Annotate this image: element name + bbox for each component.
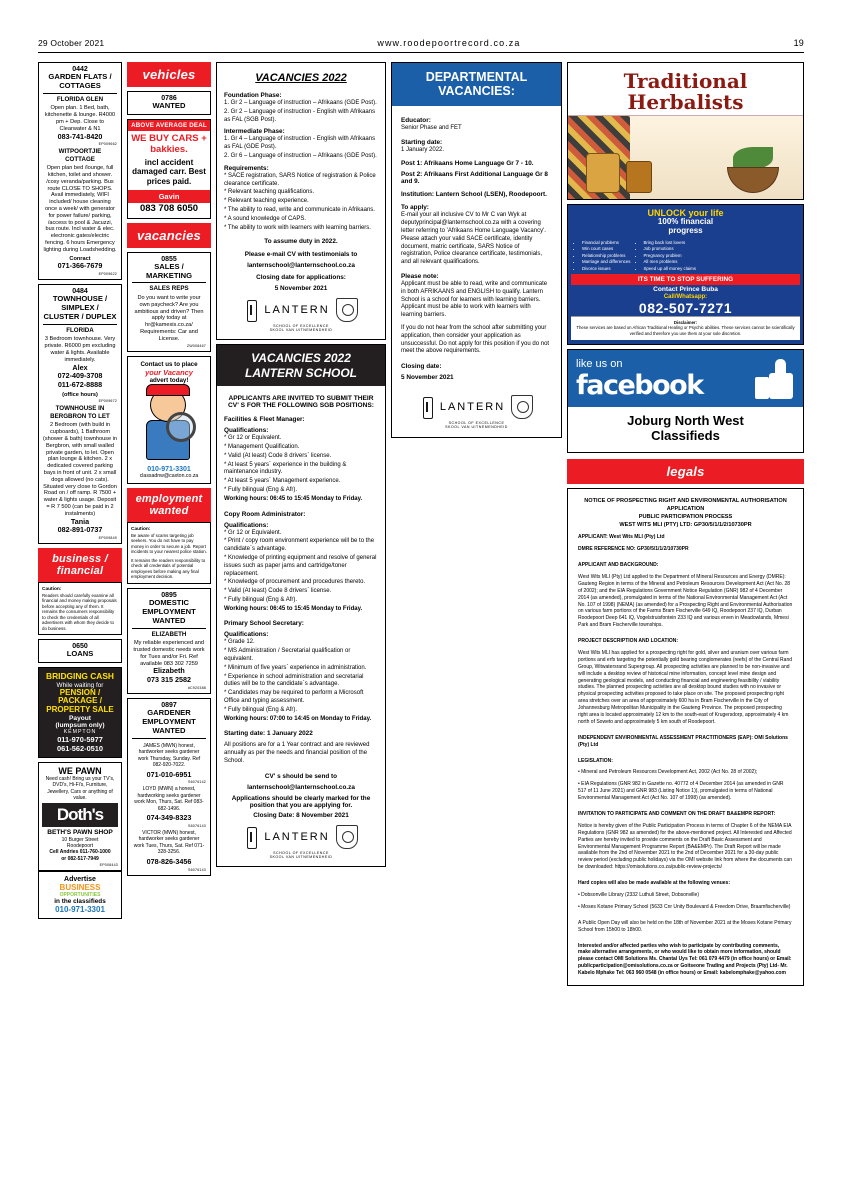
ad-phone: 072-409-3708	[57, 371, 103, 381]
ad-unlock-your-life	[567, 204, 804, 345]
please-note-text: Applicant must be able to read, write and communicate in both AFRIKAANS and ENGLISH to qualify. Lantern School is a school for learners with learning barriers. Applicant must be able to work with learners with learning barriers.	[401, 280, 548, 319]
legal-heading-1: NOTICE OF PROSPECTING RIGHT AND ENVIRONMENTAL AUTHORISATION APPLICATION	[584, 497, 787, 512]
contract-note: All positions are for a 1 Year contract and are reviewed annually as per the needs and financial position of the School.	[224, 742, 370, 765]
job2-item: * Fully bilingual (Eng & Afr).	[224, 596, 298, 603]
caution-title: Caution:	[131, 526, 151, 532]
ad-suburb-2: TOWNHOUSE IN BERGBRON TO LET	[50, 405, 110, 420]
job2-item: * Knowledge of procurement and procedures thereto.	[224, 579, 366, 586]
ad-departmental-vacancies	[391, 62, 562, 438]
service-item: • Bring back lost lovers	[644, 240, 696, 246]
promo-line-4: in the classifieds	[54, 897, 106, 905]
job3-item: * Candidates may be required to perform a Microsoft Office and typing assessment.	[224, 690, 364, 705]
starting-date-label: Starting date:	[401, 138, 443, 146]
place-ad-phone[interactable]: 010-971-3301	[147, 465, 191, 473]
place-ad-line-2: your Vacancy	[145, 367, 193, 377]
facebook-page-name	[568, 407, 803, 452]
pawn-reference: EP008443	[99, 862, 118, 867]
lantern-vacancies-title: VACANCIES 2022	[251, 351, 351, 366]
ad-contact-name-2: Tania	[70, 516, 90, 526]
ad-place-vacancy[interactable]	[127, 356, 211, 484]
requirement-item: * Relevant teaching experience.	[224, 198, 309, 205]
unlock-whatsapp-label: Call/Whatsapp:	[663, 293, 708, 300]
website-url: www.roodepoortrecord.co.za	[377, 38, 521, 48]
pawn-shop-name: BETH'S PAWN SHOP	[47, 829, 113, 836]
send-cv-note: Applications should be clearly marked for the position that you are applying for.	[231, 794, 371, 809]
ad-gardener-employment	[127, 698, 211, 876]
closing-date-label: Closing date:	[401, 363, 442, 371]
ad-code: 0650	[72, 643, 88, 651]
job-title-facilities: Facilities & Fleet Manager:	[224, 416, 305, 424]
ad-phone: 083-741-8420	[57, 131, 103, 141]
facebook-like-label: like us on	[576, 357, 623, 370]
promo-line-2: BUSINESS	[59, 882, 101, 892]
legal-notice	[567, 488, 804, 986]
legal-dmre-ref: DMRE REFERENCE NO: GP30/5/1/1/2/10730PR	[578, 546, 689, 553]
legal-legislation-title: LEGISLATION:	[578, 757, 613, 764]
lantern-logo-text: LANTERN	[439, 401, 506, 414]
herbalist-illustration	[568, 115, 803, 199]
requirement-item: * Relevant teaching qualifications.	[224, 189, 315, 196]
pawn-logo: Doth's	[42, 803, 118, 827]
legal-contact-text: Interested and/or affected parties who wish to participate by contributing comments, make alternative arrangements, or who would like to obtain more information, should please contact OMI Solutions Ms. Chantal Uys Tel: 061 079 4479 (in office hours) or Email: publicparticipation@omisolutions.co.za or Goitseone Trading and Projects (Pty) Ltd- Mr. Kabelo Mphake Tel: 063 960 0548 (in office hours) or Email: kabelomphake@yahoo.com	[578, 942, 792, 977]
legal-open-day: A Public Open Day will also be held on the 18th of November 2021 at the Moses Kotane Primary School from 15h00 to 18h00.	[578, 919, 792, 933]
ad-heading: WANTED	[152, 101, 186, 110]
educator-phase: Senior Phase and FET	[401, 124, 462, 131]
column-2	[127, 62, 211, 880]
service-item: • Relationship problems	[582, 253, 631, 259]
disclaimer-title: Disclaimer:	[673, 319, 698, 325]
institution: Institution: Lantern School (LSEN), Roodepoort.	[401, 191, 547, 199]
unlock-line-3: progress	[668, 226, 703, 236]
place-ad-email[interactable]: classadnw@caxton.co.za	[139, 472, 199, 479]
gardener-phone: 074-349-8323	[146, 813, 192, 823]
closing-date-2: Closing Date: 8 November 2021	[253, 811, 349, 819]
job3-item: * Fully bilingual (Eng & Afr).	[224, 706, 298, 713]
job1-item: * Management Qualification.	[224, 443, 300, 450]
job1-item: * At least 5 years` Management experience.	[224, 478, 341, 485]
departmental-title-2: VACANCIES:	[438, 84, 515, 99]
column-3	[216, 62, 386, 871]
caution-title: Caution:	[42, 586, 62, 592]
facebook-banner	[568, 350, 803, 407]
issue-date: 29 October 2021	[38, 38, 105, 48]
buycars-detail: incl accident damaged carr. Best prices paid.	[132, 157, 206, 186]
job2-hours: Working hours: 06:45 to 15:45 Monday to Friday.	[224, 605, 363, 612]
departmental-title-1: DEPARTMENTAL	[425, 70, 528, 84]
facebook-page-line-2: Classifieds	[651, 428, 720, 444]
bridging-phone-1: 011-970-5977	[57, 735, 103, 744]
school-crest-icon	[336, 298, 358, 322]
gardener-entry: LOYD (MWN) a honest, hardworking seeks gardener work Mon, Thurs, Sat. Ref 083-682-1496.	[134, 786, 204, 812]
divider	[132, 282, 206, 283]
ad-vacancies-lantern-school	[216, 344, 386, 866]
please-note-text-2: If you do not hear from the school after submitting your application, then consider your application as unsuccessful. Do not apply for this position if you do not meet the above requirements.	[401, 324, 550, 355]
classifieds-grid	[38, 62, 804, 1142]
buycars-headline: WE BUY CARS + bakkies.	[131, 132, 207, 155]
legal-hardcopy-title: Hard copies will also be made available at the following venues:	[578, 880, 730, 887]
bridging-phone-2: 061-562-0510	[56, 744, 104, 753]
deal-strip: ABOVE AVERAGE DEAL	[128, 120, 210, 131]
educator-label: Educator:	[401, 116, 431, 124]
service-item: • Marriage and differences	[582, 259, 631, 265]
legal-project-text: West Wits MLI has applied for a prospecting right for gold, silver and uranium over various farm portions and erfs targeting the potentially gold bearing conglomerates (reefs) of the Central Rand Group, Witwatersrand Supergroup. All prospecting activities are planned to be non-invasive and will include a desktop review of historical mine information, concept level mine design and generating geological models, and conducting financial and engineering feasibility / viability studies. The planned prospecting activities are all desktop bound studies with no invasive or physical prospecting activities proposed to take place on site. The proposed prospecting right area stretches over an area of approximately 600 ha in Bram Fischerville in the City of Johannesburg Metropolitan Municipality in the Gauteng Province. The proposed prospecting right area is located approximately 12 km to the south-east of Krugersdorp, approximately 4 km north of Soweto and approximately 5 km south of Roodepoort.	[578, 649, 793, 725]
post-1: Post 1: Afrikaans Home Language Gr 7 - 10.	[401, 160, 534, 168]
closing-date: 5 November 2021	[401, 374, 454, 382]
header-divider	[38, 52, 804, 53]
bridging-title: BRIDGING CASH	[46, 671, 114, 682]
ad-description: My reliable experienced and trusted domestic needs work for Tues and/or Fri. Ref available 083 302 7259	[133, 640, 205, 667]
ad-phone: 073 315 2582	[147, 675, 191, 685]
email-instruction: Please e-mail CV with testimonials to	[244, 251, 358, 259]
departmental-banner	[392, 63, 561, 106]
job1-item: * Valid (At least) Code 8 drivers` license.	[224, 452, 332, 459]
unlock-phone[interactable]: 082-507-7271	[638, 299, 733, 316]
pawn-address-2: Roodepoort	[66, 843, 94, 850]
gardener-reference: S6076143	[188, 867, 206, 872]
divider	[43, 93, 117, 94]
ad-bridging-cash	[38, 667, 122, 758]
job3-item: * Experience in school administration and secretarial duties will be to the candidate`s advantage.	[224, 673, 364, 688]
ad-reference: #C920388	[187, 685, 206, 690]
legal-legislation-1: • Mineral and Petroleum Resources Development Act, 2002 (Act No. 28 of 2002);	[578, 769, 758, 776]
ad-suburb: FLORIDA GLEN	[56, 95, 104, 103]
gardener-reference: S6076143	[188, 823, 206, 828]
ad-phone-2: 011-672-8888	[57, 379, 103, 389]
service-item: • Win court cases	[582, 246, 631, 252]
legal-invitation-title: INVITATION TO PARTICIPATE AND COMMENT ON THE DRAFT BA&EMPR REPORT:	[578, 810, 776, 817]
lantern-school-logo-2	[224, 819, 378, 853]
ad-reference-2: EP009849	[98, 535, 117, 540]
caution-employment	[127, 522, 211, 584]
bridging-subtitle: While waiting for	[56, 681, 104, 689]
ad-person-name: ELIZABETH	[151, 630, 187, 638]
ad-sales-marketing	[127, 252, 211, 352]
vacancies-title: VACANCIES 2022	[224, 68, 378, 88]
ad-description-2: Open plan bed /lounge, full kitchen, toilet and shower. /cosy veranda/parking. Bus route CLOSE TO SHOPS. Avail immediately, WIFI included/ house cleaning once a week/ with generator for power failure/ parking, /access to pool & Jacuzzi, bus route. Incl water & elec. electronic gates/electric fencing. 6 hours Emergency lighting during Loadshedding.	[43, 165, 117, 253]
requirement-item: * A sound knowledge of CAPS.	[224, 215, 307, 222]
qualifications-label: Qualifications:	[224, 631, 269, 639]
unlock-line-1: UNLOCK your life	[647, 208, 724, 218]
section-banner-vacancies: vacancies	[127, 223, 211, 248]
lantern-logo-tagline: SCHOOL OF EXCELLENCE SKOOL VAN UITNEMENDHEID	[269, 324, 333, 333]
lantern-icon	[420, 397, 434, 417]
lantern-logo-tagline-2: SCHOOL OF EXCELLENCE SKOOL VAN UITNEMENDHEID	[269, 850, 333, 859]
gardener-phone: 078-826-3456	[146, 856, 192, 866]
column-4	[391, 62, 562, 442]
thumbs-up-icon	[755, 359, 795, 399]
buycars-contact-name: Gavin	[128, 190, 210, 203]
bridging-brand: KEMPTON	[63, 729, 97, 735]
job2-item: * Gr 12 or Equivalent.	[224, 529, 282, 536]
legal-background-title: APPLICANT AND BACKGROUND:	[578, 562, 659, 569]
pawn-subtitle: Need cash! Bring us your TV's, DVD's, Hi-Fi's, Furniture, Jewellery, Cars or anything of value.	[45, 776, 115, 801]
ad-suburb: FLORIDA	[66, 326, 94, 334]
ad-reference: EP009672	[98, 399, 117, 404]
herbalist-title-line-2: Herbalists	[627, 90, 744, 114]
ad-description-2: 2 Bedroom (with build in cupboards), 1 Bathroom (shower & bath) townhouse in Bergbron, with small walled private garden, to let. Open plan lounge & kitchen. 2 x dedicated covered parking bays in front of unit. 2 x small dogs allowed (no cats). Situated very close to Gordon Road on / off ramp. R 7500 + water & lights usage. Deposit = R 7 500 (can be paid in 2 instalments)	[43, 422, 118, 517]
unlock-line-2: 100% financial	[657, 217, 714, 227]
invitation-text: APPLICANTS ARE INVITED TO SUBMIT THEIR CV' S FOR THE FOLLOWING SGB POSITIONS:	[228, 395, 374, 410]
job-title-copyroom: Copy Room Administrator:	[224, 510, 306, 518]
pawn-title: WE PAWN	[58, 766, 102, 776]
ad-heading: DOMESTIC EMPLOYMENT WANTED	[142, 597, 196, 625]
starting-date: Starting date: 1 January 2022	[224, 730, 313, 738]
ad-code: 0855	[161, 255, 177, 263]
lantern-logo-tagline-3: SCHOOL OF EXCELLENCE SKOOL VAN UITNEMENDHEID	[445, 421, 508, 430]
unlock-services-left	[575, 240, 631, 272]
legal-applicant: APPLICANT: West Wits MLI (Pty) Ltd	[578, 534, 665, 541]
requirement-item: * The ability to work with learners with learning barriers.	[224, 224, 371, 231]
bridging-types: PENSION / PACKAGE / PROPERTY SALE	[46, 687, 114, 715]
ad-person-name-2: Elizabeth	[153, 666, 185, 676]
ad-facebook-promo[interactable]	[567, 349, 804, 453]
section-banner-employment: employment wanted	[127, 488, 211, 522]
job3-item: * Minimum of five years` experience in administration.	[224, 664, 367, 671]
ad-loans	[38, 639, 122, 663]
foundation-phase-item: 1. Gr 2 – Language of instruction – Afrikaans (GDE Post).	[224, 100, 377, 106]
send-cv-email[interactable]: lanternschool@lanternschool.co.za	[247, 783, 355, 791]
please-note-label: Please note:	[401, 272, 439, 280]
divider	[132, 628, 206, 629]
legal-heading-2: PUBLIC PARTICIPATION PROCESS	[638, 514, 733, 521]
gardener-phone: 071-010-6951	[146, 769, 192, 779]
ad-phone-2: 071-366-7679	[57, 261, 103, 271]
ad-reference: EP009662	[98, 142, 117, 147]
application-email[interactable]: lanternschool@lanternschool.co.za	[247, 262, 355, 270]
section-banner-business: business / financial	[38, 548, 122, 582]
ad-heading: SALES / MARKETING	[146, 261, 192, 280]
ad-advertise-promo[interactable]	[38, 871, 122, 919]
ad-heading: GARDEN FLATS / COTTAGES	[48, 72, 112, 90]
legal-eap: INDEPENDENT ENVIRONMENTAL ASSESSMENT PRACTITIONERS (EAP): OMI Solutions (Pty) Ltd	[578, 734, 788, 748]
job2-item: * Knowledge of printing equipment and resolve of general issues such as paper jams and cartridge/toner replacement.	[224, 554, 377, 577]
caution-text: Readers should carefully examine all financial and money making proposals before accepting any of them. It remains the consumers responsibility to check the credentials of all advertisers with whom they decide to do business.	[42, 592, 117, 631]
ad-contact-label: Conract	[69, 255, 91, 262]
job3-item: * MS Administration / Secretarial qualification or equivalent.	[224, 648, 351, 663]
pawn-cell-2: or 082-517-7949	[61, 855, 99, 862]
service-item: • Speed up all money claims	[644, 266, 696, 272]
section-banner-legals: legals	[567, 459, 804, 484]
caution-text: Be aware of scams targeting job seekers. You do not have to pay money in order to secure a job. Report incidents to your nearest police station.	[131, 532, 207, 555]
requirement-item: * The ability to read, write and communicate in Afrikaans.	[224, 206, 375, 213]
lantern-logo-text: LANTERN	[264, 304, 330, 317]
ad-vehicles-wanted	[127, 91, 211, 115]
legal-project-title: PROJECT DESCRIPTION AND LOCATION:	[578, 638, 679, 645]
mortar-bowl-icon	[727, 167, 779, 193]
ad-code: 0484	[72, 288, 88, 296]
unlock-stop-suffering: ITS TIME TO STOP SUFFERING	[571, 274, 800, 285]
job1-item: * At least 5 years` experience in the building & maintenance industry.	[224, 461, 347, 476]
send-cv-label: CV' s should be send to	[264, 772, 338, 780]
bridging-payout: Payout	[69, 715, 91, 722]
duty-note: To assume duty in 2022.	[264, 238, 338, 246]
column-5	[567, 62, 804, 986]
unlock-services	[571, 236, 800, 274]
detective-mascot-icon	[136, 386, 202, 466]
promo-line-1: Advertise	[64, 875, 96, 883]
gardener-entry: JAMES (MWN) honest, hardworker seeks gardener work Thursday, Sunday. Ref 082-920-7022.	[137, 742, 201, 769]
ad-heading: GARDENER EMPLOYMENT WANTED	[142, 707, 196, 735]
ad-job-title: SALES REPS	[149, 285, 189, 293]
apply-label: To apply:	[401, 204, 429, 212]
post-2: Post 2: Afrikaans First Additional Language Gr 8 and 9.	[401, 171, 548, 186]
ad-pawn-shop	[38, 762, 122, 871]
leaf-icon	[733, 147, 773, 169]
school-crest-icon	[511, 395, 533, 419]
job1-hours: Working hours: 06:45 to 15:45 Monday to Friday.	[224, 495, 363, 502]
facebook-wordmark: facebook	[576, 369, 703, 401]
ad-we-buy-cars	[127, 119, 211, 219]
section-banner-vehicles: vehicles	[127, 62, 211, 87]
ad-code: 0895	[161, 591, 177, 599]
gardener-entry: VICTOR (MWN) honest, hardworker seeks gardener work Tues, Thurs, Sat. Ref 071-328-3256.	[133, 829, 205, 856]
ad-reference-2: EP009622	[98, 272, 117, 277]
closing-date: 5 November 2021	[274, 285, 328, 293]
ad-townhouse	[38, 284, 122, 544]
lantern-school-logo	[224, 292, 378, 326]
requirement-item: * SACE registration, SARS Notice of registration & Police clearance certificate.	[224, 172, 376, 187]
column-1	[38, 62, 122, 919]
service-item: • All men problems	[644, 259, 696, 265]
ad-traditional-herbalists	[567, 62, 804, 200]
ad-suburb-2: WITPOORTJIE COTTAGE	[58, 148, 102, 163]
ad-heading: LOANS	[66, 649, 94, 659]
herb-jar-small-icon	[626, 161, 652, 193]
ad-domestic-employment	[127, 588, 211, 694]
ad-garden-flats	[38, 62, 122, 280]
service-item: • Pregnancy problem	[644, 253, 696, 259]
legal-background-text: West Wits MLI (Pty) Ltd applied to the Department of Mineral Resources and Energy (DMRE): Gauteng Region in terms of the Mineral and Petroleum Resources Development Act (Act No. 28 of 2002); and the EIA Regulations Government Notice Regulation (GNR) 982 of 4 December 2014 (as amended), promulgated in terms of the National Environmental Management Act (Act No. 107 of 1998) (NEMA) (as amended) for a Prospecting Right and Environmental Authorisation on various farm portions of the Farms Bram Fischerville 649 IQ, Roodepoort 237 IQ, Durban Roodepoort Deep 641 IQ, Vogelstruisfontein 233 IQ and various erven in Meadowlands, Mmesi Park and Bram Fischerville townships.	[578, 573, 793, 629]
facebook-page-line-1: Joburg North West	[627, 412, 744, 428]
intermediate-phase-item: 1. Gr 4 – Language of instruction - English with Afrikaans as FAL (GDE Post).	[224, 136, 376, 151]
promo-phone[interactable]: 010-971-3301	[55, 904, 105, 914]
starting-date: 1 January 2022.	[401, 146, 445, 153]
caution-business	[38, 582, 122, 635]
job1-item: * Fully bilingual (Eng & Afr).	[224, 486, 298, 493]
service-item: • Job promotions	[644, 246, 696, 252]
closing-date-label: Closing date for applications:	[256, 274, 346, 282]
service-item: • Financial problems	[582, 240, 631, 246]
ad-description: 3 Bedroom townhouse. Very private. R6000 pm excluding water & lights. Available immediately.	[44, 336, 116, 363]
foundation-phase-label: Foundation Phase:	[224, 92, 282, 99]
job1-item: * Gr 12 or Equivalent.	[224, 435, 282, 442]
ad-phone-3: 082-891-0737	[57, 525, 103, 535]
gardener-reference: S6076142	[188, 780, 206, 785]
place-ad-line-1: Contact us to place	[140, 360, 198, 368]
school-crest-icon	[336, 825, 358, 849]
lantern-vacancies-banner	[217, 345, 385, 386]
job3-hours: Working hours: 07:00 to 14:45 on Monday to Friday.	[224, 715, 372, 722]
page-number: 19	[793, 38, 804, 48]
place-ad-line-3: advert today!	[149, 376, 189, 384]
pawn-cell-1: Cell Andries 011-760-1000	[49, 849, 111, 856]
legal-hardcopy-1: • Dobsonville Library (2332 Luthuli Street, Dobsonville)	[578, 892, 699, 898]
herb-jar-icon	[586, 153, 620, 193]
lantern-logo-text: LANTERN	[264, 830, 330, 843]
ad-heading: TOWNHOUSE / SIMPLEX / CLUSTER / DUPLEX	[43, 294, 117, 322]
intermediate-phase-label: Intermediate Phase:	[224, 128, 285, 136]
ad-description: Do you want to write your own paycheck? Are you ambitious and driven? Then apply today at hr@kamexis.co.za/ Requirements: Car and License.	[134, 294, 204, 342]
bridging-payout-note: (lumpsum only)	[55, 722, 105, 729]
lantern-school-logo-3	[401, 381, 552, 423]
herbalist-title	[568, 63, 803, 115]
ad-hours: (office hours)	[62, 391, 98, 398]
foundation-phase-item: 2. Gr 2 – Language of instruction - English with Afrikaans as FAL (SGB Post).	[224, 108, 376, 123]
ad-description: Open plan. 1 Bed, bath, kitchenette & lounge. R4000 pm + Dep. Close to Clearwater & N1	[44, 105, 116, 132]
buycars-phone: 083 708 6050	[139, 202, 199, 214]
divider	[132, 738, 206, 739]
service-item: • Divorce issues	[582, 266, 631, 272]
lantern-icon	[244, 300, 258, 320]
unlock-services-right	[637, 240, 696, 272]
job-title-secretary: Primary School Secretary:	[224, 620, 304, 628]
legal-hardcopy-2: • Moses Kotane Primary School (5633 Cnr Unity Boulevard & Freedom Drive, Braamfischerville)	[578, 903, 791, 910]
divider	[43, 324, 117, 325]
ad-code: 0897	[161, 701, 177, 709]
lantern-icon	[244, 827, 258, 847]
qualifications-label: Qualifications:	[224, 427, 269, 435]
legal-heading-3: WEST WITS MLI (PTY) LTD: GP30/5/1/1/2/10730PR	[619, 522, 752, 529]
requirements-label: Requirements:	[224, 164, 269, 172]
legal-legislation-2: • EIA Regulations (GNR 982 in Gazette no. 40772 of 4 December 2014 (as amended in GNR 517 of 11 June 2021) and GNR 983 (Listing Notice 1)), promulgated in terms of National Environmental Management Act (Act No. 107 of 1998) (as amended).	[578, 781, 784, 802]
apply-instructions: E-mail your all inclusive CV to Mr C van Wyk at deputyprincipal@lanternschool.co.za with a covering letter referring to 'Afrikaans Home Language Vacancy'. Please attach your valid SACE certificate, identity document, matric certificate, SARS Notice of registration, Police clearance certificate, testimonials, and all relevant qualifications.	[401, 212, 546, 266]
unlock-disclaimer	[571, 316, 800, 340]
ad-code: 0786	[161, 95, 177, 102]
unlock-contact-name: Contact Prince Buba	[653, 285, 718, 293]
ad-code: 0442	[72, 66, 88, 73]
ad-reference: ZW008467	[186, 343, 206, 348]
legal-invitation-text: Notice is hereby given of the Public Participation Process in terms of Chapter 6 of the NEMA EIA Regulations (GNR 982 as amended) for the above-mentioned project. All Interested and Affected Parties are hereby invited to provide comments on the Draft Basic Assessment and Environmental Management Programme Report (BA&EMPr). The Draft Report will be made available from the 2nd of November 2021 to the 2nd of December 2021 for a 30-day public review period (excluding public holidays) via the OMI website link from where the documents can be downloaded: https://omisolutions.co.za/public-review-projects/	[578, 822, 792, 871]
ad-contact-name: Alex	[72, 362, 88, 372]
pawn-address-1: 10 Burger Street	[61, 836, 99, 843]
ad-vacancies-2022	[216, 62, 386, 340]
qualifications-label: Qualifications:	[224, 521, 269, 529]
promo-line-3: OPPORTUNITIES	[59, 891, 101, 898]
job2-item: * Valid (At least) Code 8 drivers` license.	[224, 588, 332, 595]
job2-item: * Print / copy room environment experience will be to the candidate`s advantage.	[224, 538, 375, 553]
herbalist-title-line-1: Traditional	[623, 69, 748, 93]
lantern-vacancies-subtitle: LANTERN SCHOOL	[245, 365, 357, 380]
disclaimer-text: These services are based on African Traditional Healing or Psychic abilities. These services cannot be scientifically verified and therefore you use them at your sole discretion.	[576, 325, 795, 337]
job3-item: * Grade 12.	[224, 639, 255, 646]
intermediate-phase-item: 2. Gr 6 – Language of instruction – Afrikaans (GDE Post).	[224, 152, 377, 159]
caution-text-2: It remains the readers responsibility to check all credentials of potential employees before making any final employment decision.	[131, 557, 206, 580]
